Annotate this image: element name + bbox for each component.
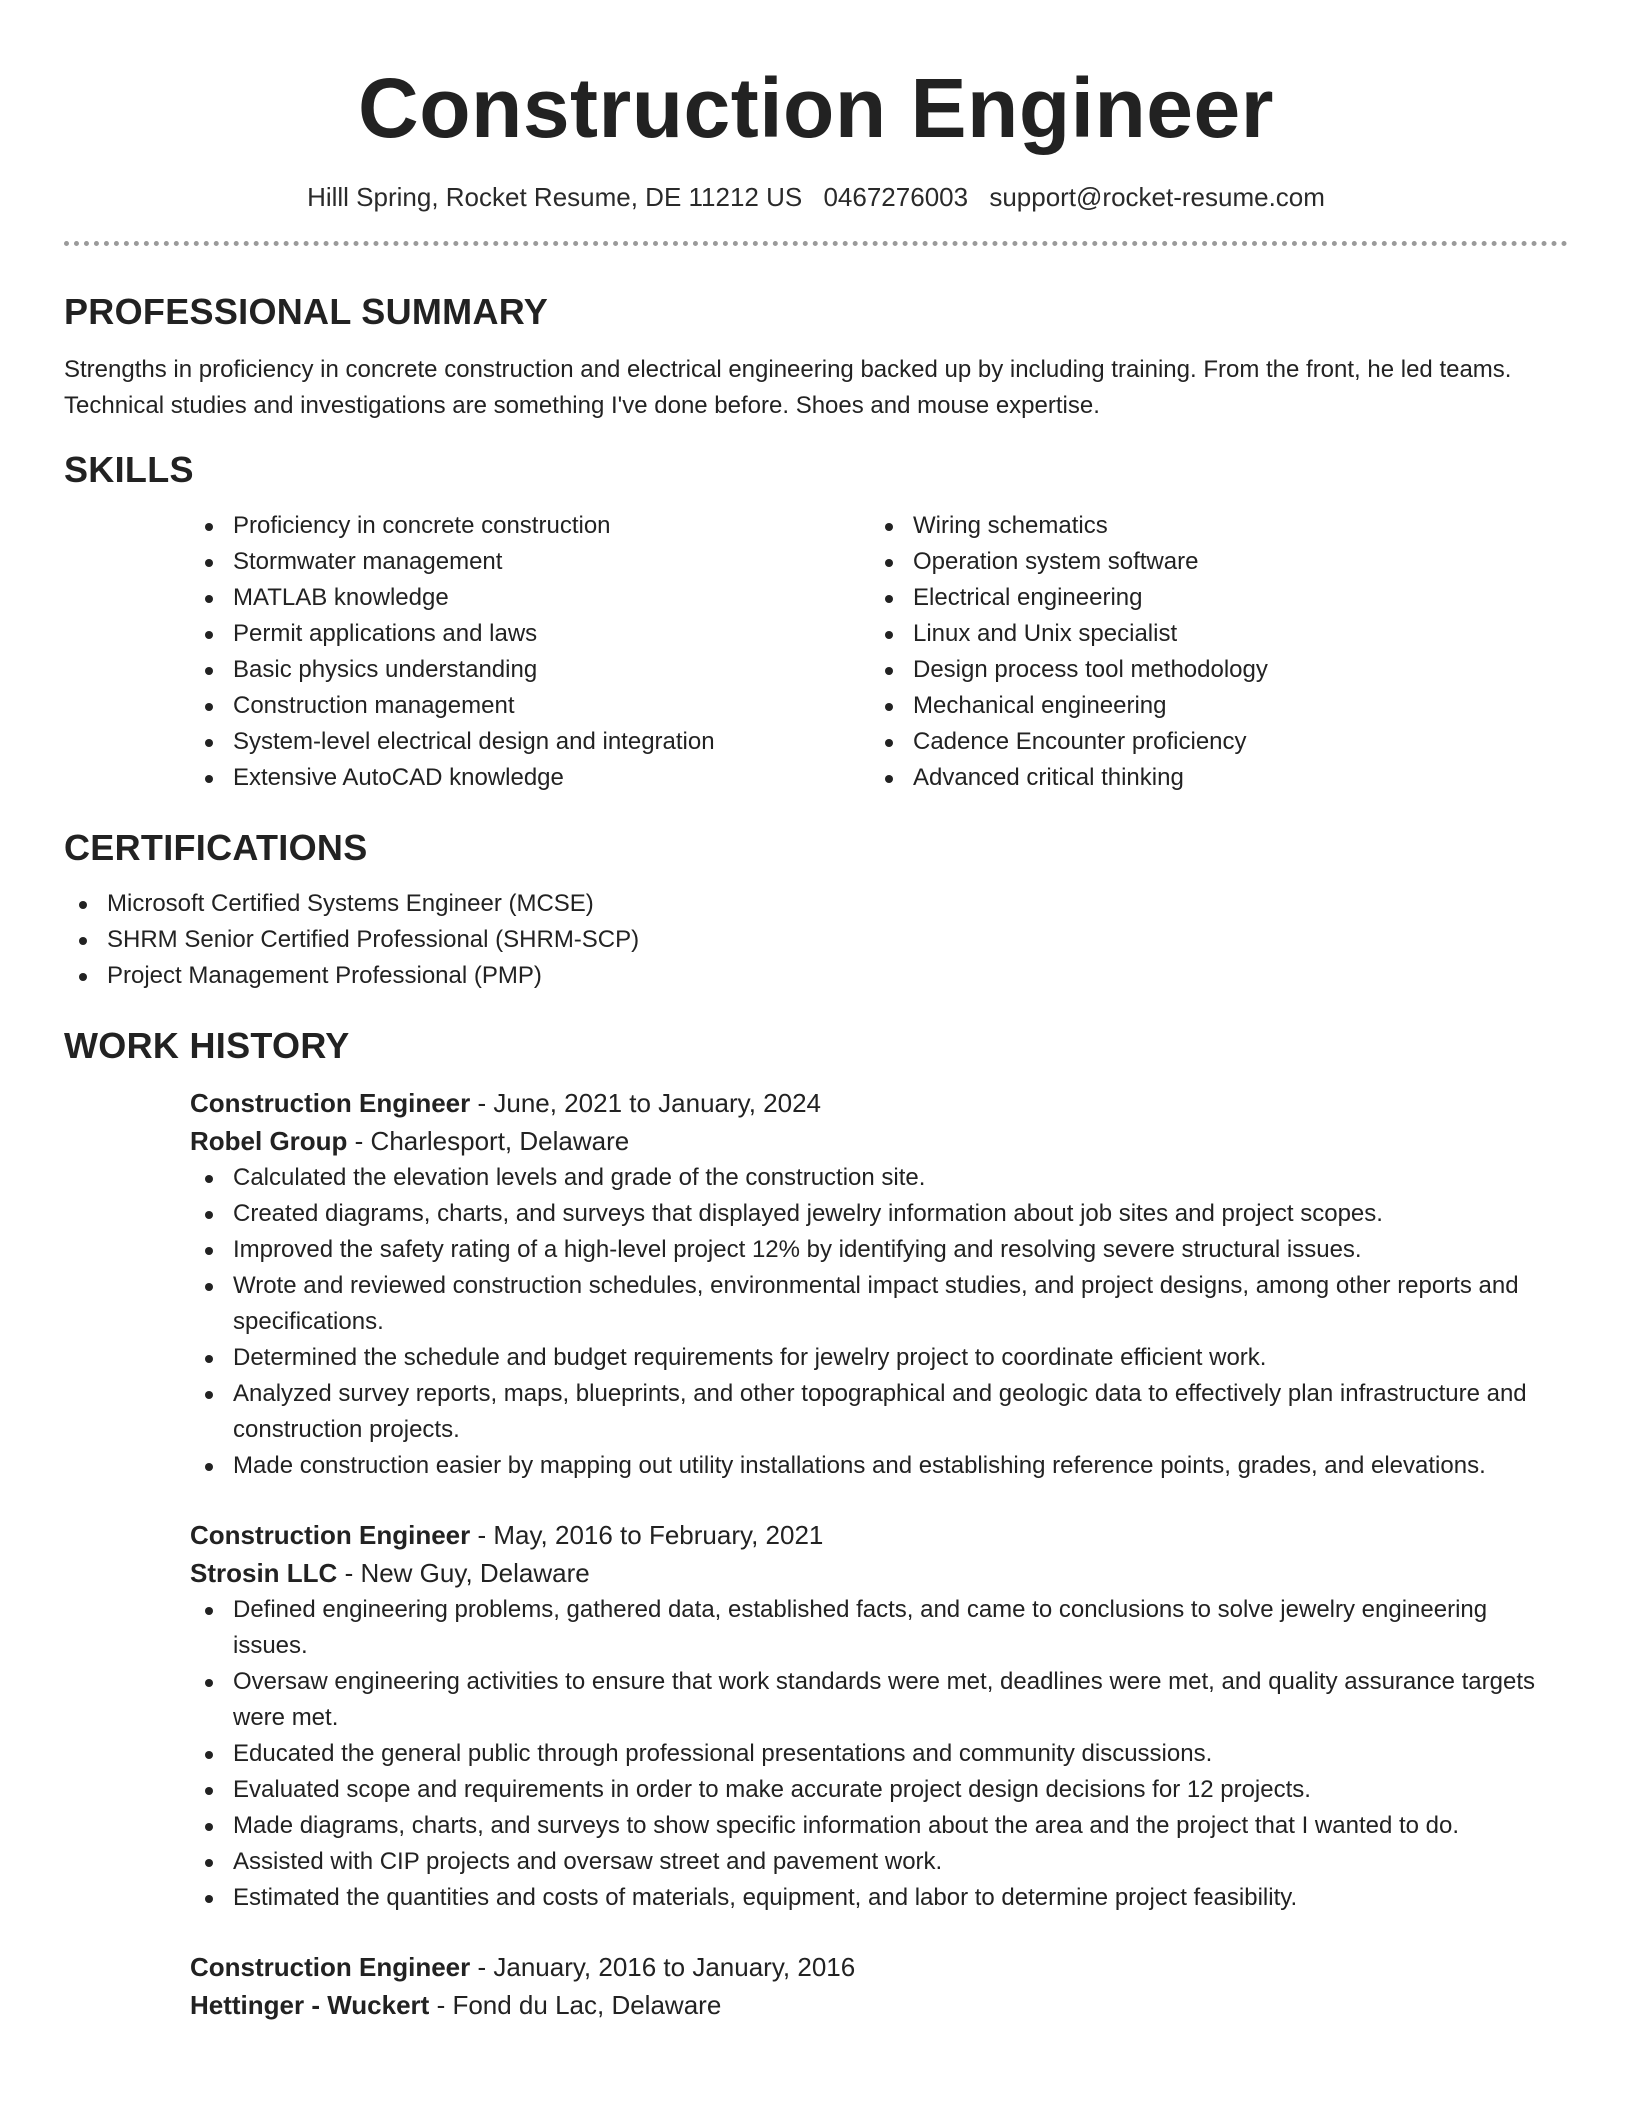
skills-left-list xyxy=(190,508,870,796)
job-company-line xyxy=(190,1554,1568,1592)
job-company: Robel Group xyxy=(190,1126,348,1156)
resume-name: Construction Engineer xyxy=(358,61,1274,155)
contact-address: Hilll Spring, Rocket Resume, DE 11212 US xyxy=(307,182,803,212)
list-item: Project Management Professional (PMP) xyxy=(64,958,1568,994)
job-entry xyxy=(190,1084,1568,1484)
job-company-line xyxy=(190,1122,1568,1160)
list-item: Operation system software xyxy=(870,544,1550,580)
job-bullets xyxy=(190,1160,1568,1484)
list-item: Oversaw engineering activities to ensure that work standards were met, deadlines were met, and quality assurance targets were met. xyxy=(190,1664,1568,1736)
list-item: Basic physics understanding xyxy=(190,652,870,688)
job-company: Strosin LLC xyxy=(190,1558,338,1588)
job-role: Construction Engineer xyxy=(190,1952,471,1982)
work-section xyxy=(64,1024,1568,2024)
list-item: Evaluated scope and requirements in order to make accurate project design decisions for 12 projects. xyxy=(190,1772,1568,1808)
list-item: Linux and Unix specialist xyxy=(870,616,1550,652)
summary-title: PROFESSIONAL SUMMARY xyxy=(64,291,549,332)
certifications-list xyxy=(64,886,1568,994)
list-item: Improved the safety rating of a high-level project 12% by identifying and resolving severe structural issues. xyxy=(190,1232,1568,1268)
list-item: Estimated the quantities and costs of materials, equipment, and labor to determine project feasibility. xyxy=(190,1880,1568,1916)
list-item: Construction management xyxy=(190,688,870,724)
list-item: Analyzed survey reports, maps, blueprints, and other topographical and geologic data to effectively plan infrastructure and construction projects. xyxy=(190,1376,1568,1448)
list-item: Assisted with CIP projects and oversaw street and pavement work. xyxy=(190,1844,1568,1880)
list-item: Extensive AutoCAD knowledge xyxy=(190,760,870,796)
list-item: Advanced critical thinking xyxy=(870,760,1550,796)
list-item: Stormwater management xyxy=(190,544,870,580)
list-item: Wrote and reviewed construction schedules, environmental impact studies, and project designs, among other reports and specifications. xyxy=(190,1268,1568,1340)
list-item: MATLAB knowledge xyxy=(190,580,870,616)
contact-line xyxy=(64,180,1568,214)
skills-section xyxy=(64,448,1568,796)
list-item: Educated the general public through professional presentations and community discussions. xyxy=(190,1736,1568,1772)
list-item: Permit applications and laws xyxy=(190,616,870,652)
job-title-line xyxy=(190,1516,1568,1554)
list-item: Microsoft Certified Systems Engineer (MCSE) xyxy=(64,886,1568,922)
list-item: Wiring schematics xyxy=(870,508,1550,544)
certifications-section xyxy=(64,826,1568,994)
header-divider xyxy=(64,241,1568,246)
list-item: Determined the schedule and budget requirements for jewelry project to coordinate efficient work. xyxy=(190,1340,1568,1376)
job-title-line xyxy=(190,1948,1568,1986)
list-item: Design process tool methodology xyxy=(870,652,1550,688)
job-dates: - May, 2016 to February, 2021 xyxy=(470,1520,824,1550)
job-location: - Charlesport, Delaware xyxy=(347,1126,630,1156)
job-title-line xyxy=(190,1084,1568,1122)
job-dates: - June, 2021 to January, 2024 xyxy=(470,1088,822,1118)
list-item: System-level electrical design and integration xyxy=(190,724,870,760)
list-item: Defined engineering problems, gathered data, established facts, and came to conclusions to solve jewelry engineering issues. xyxy=(190,1592,1568,1664)
job-dates: - January, 2016 to January, 2016 xyxy=(470,1952,856,1982)
list-item: Mechanical engineering xyxy=(870,688,1550,724)
list-item: SHRM Senior Certified Professional (SHRM-SCP) xyxy=(64,922,1568,958)
job-location: - Fond du Lac, Delaware xyxy=(429,1990,722,2020)
job-entry xyxy=(190,1516,1568,1916)
list-item: Proficiency in concrete construction xyxy=(190,508,870,544)
job-bullets xyxy=(190,1592,1568,1916)
summary-text: Strengths in proficiency in concrete construction and electrical engineering backed up by including training. From the front, he led teams. Technical studies and investigations are something I've done before. Shoes and mouse expertise. xyxy=(64,356,1512,419)
list-item: Made construction easier by mapping out utility installations and establishing reference points, grades, and elevations. xyxy=(190,1448,1568,1484)
certifications-title: CERTIFICATIONS xyxy=(64,827,368,868)
job-entry xyxy=(190,1948,1568,2024)
list-item: Created diagrams, charts, and surveys that displayed jewelry information about job sites and project scopes. xyxy=(190,1196,1568,1232)
list-item: Electrical engineering xyxy=(870,580,1550,616)
resume-page xyxy=(64,0,1568,2024)
job-company-line xyxy=(190,1986,1568,2024)
job-location: - New Guy, Delaware xyxy=(337,1558,590,1588)
list-item: Cadence Encounter proficiency xyxy=(870,724,1550,760)
list-item: Made diagrams, charts, and surveys to show specific information about the area and the project that I wanted to do. xyxy=(190,1808,1568,1844)
skills-grid xyxy=(190,508,1568,796)
job-company: Hettinger - Wuckert xyxy=(190,1990,430,2020)
skills-right-list xyxy=(870,508,1550,796)
work-title: WORK HISTORY xyxy=(64,1025,350,1066)
contact-phone: 0467276003 xyxy=(823,182,969,212)
summary-section xyxy=(64,290,1568,424)
job-role: Construction Engineer xyxy=(190,1520,471,1550)
list-item: Calculated the elevation levels and grade of the construction site. xyxy=(190,1160,1568,1196)
contact-email: support@rocket-resume.com xyxy=(989,182,1325,212)
skills-title: SKILLS xyxy=(64,449,194,490)
job-role: Construction Engineer xyxy=(190,1088,471,1118)
